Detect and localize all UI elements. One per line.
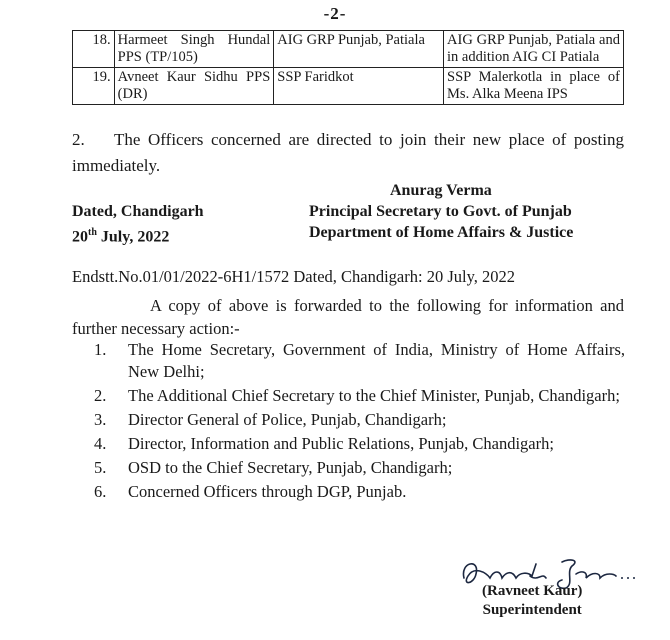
present-posting-cell: SSP Faridkot — [274, 68, 444, 105]
list-item: 1. The Home Secretary, Government of India, Ministry of Home Affairs, New Delhi; — [94, 340, 625, 381]
paragraph-text: The Officers concerned are directed to join their new place of posting immediately. — [72, 130, 624, 175]
signer-department: Department of Home Affairs & Justice — [309, 224, 574, 241]
copy-intro — [72, 294, 624, 340]
signatory-block — [309, 201, 573, 243]
list-item: 5. OSD to the Chief Secretary, Punjab, Chandigarh; — [94, 458, 453, 477]
paragraph-2 — [72, 127, 624, 179]
paragraph-number: 2. — [72, 130, 85, 149]
present-posting-cell: AIG GRP Punjab, Patiala — [274, 31, 444, 68]
table-row — [73, 31, 624, 68]
list-item: 6. Concerned Officers through DGP, Punjab. — [94, 482, 407, 501]
endorsement-line: Endstt.No.01/01/2022-6H1/1572 Dated, Chandigarh: 20 July, 2022 — [72, 267, 516, 286]
serial-number-cell: 19. — [73, 68, 115, 105]
list-item: 4. Director, Information and Public Relations, Punjab, Chandigarh; — [94, 434, 554, 453]
superintendent-block — [482, 582, 582, 620]
dated-place: Dated, Chandigarh — [72, 203, 204, 220]
page-number: -2- — [323, 4, 347, 23]
recipients-list — [80, 339, 625, 505]
new-posting-cell: AIG GRP Punjab, Patiala and in addition AIG CI Patiala — [444, 31, 624, 68]
list-item: 2. The Additional Chief Secretary to the Chief Minister, Punjab, Chandigarh; — [94, 386, 620, 405]
dated-block — [72, 201, 204, 247]
postings-table — [72, 30, 624, 105]
dated-date: 20th July, 2022 — [72, 227, 170, 246]
superintendent-title: Superintendent — [482, 602, 582, 618]
officer-name-cell: Avneet Kaur Sidhu PPS (DR) — [114, 68, 274, 105]
signer-name: Anurag Verma — [390, 182, 492, 199]
superintendent-name: (Ravneet Kaur) — [482, 583, 583, 599]
serial-number-cell: 18. — [73, 31, 115, 68]
list-item: 3. Director General of Police, Punjab, Chandigarh; — [94, 410, 447, 429]
signer-designation: Principal Secretary to Govt. of Punjab — [309, 203, 572, 220]
table-row — [73, 68, 624, 105]
new-posting-cell: SSP Malerkotla in place of Ms. Alka Meena IPS — [444, 68, 624, 105]
officer-name-cell: Harmeet Singh Hundal PPS (TP/105) — [114, 31, 274, 68]
copy-intro-text: A copy of above is forwarded to the following for information and further necessary action:- — [72, 296, 624, 338]
